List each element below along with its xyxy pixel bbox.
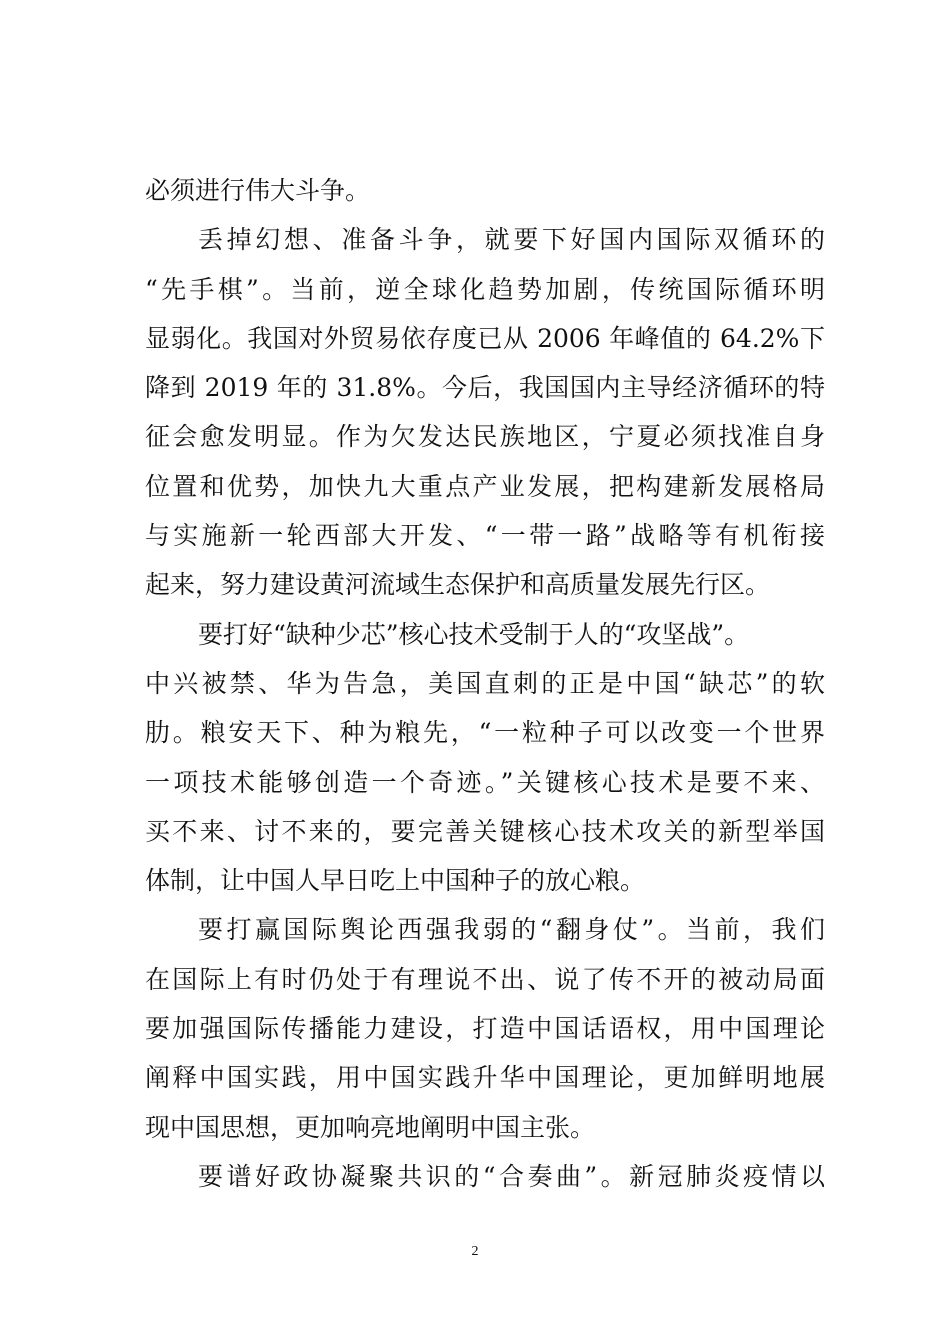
text-line: 起来，努力建设黄河流域生态保护和高质量发展先行区。	[145, 570, 771, 600]
text-line: 要打好“缺种少芯”核心技术受制于人的“攻坚战”。	[198, 619, 750, 649]
text-line: 现中国思想，更加响亮地阐明中国主张。	[145, 1112, 596, 1142]
text-line: 要打赢国际舆论西强我弱的“翻身仗”。当前，我们	[198, 915, 825, 945]
text-line: 征会愈发明显。作为欠发达民族地区，宁夏必须找准自身	[145, 422, 825, 452]
text-line: 要加强国际传播能力建设，打造中国话语权，用中国理论	[145, 1014, 825, 1044]
text-line: 在国际上有时仍处于有理说不出、说了传不开的被动局面	[145, 964, 825, 994]
text-line: 中兴被禁、华为告急，美国直刺的正是中国“缺芯”的软	[145, 668, 825, 698]
text-line: 降到 2019 年的 31.8%。今后，我国国内主导经济循环的特	[145, 373, 825, 403]
page-number: 2	[471, 1244, 479, 1259]
body-text	[145, 166, 825, 1201]
text-line: 阐释中国实践，用中国实践升华中国理论，更加鲜明地展	[145, 1063, 825, 1093]
text-line: 显弱化。我国对外贸易依存度已从 2006 年峰值的 64.2%下	[145, 323, 825, 353]
text-line: 丢掉幻想、准备斗争，就要下好国内国际双循环的	[198, 225, 825, 255]
text-line: 必须进行伟大斗争。	[145, 176, 371, 205]
text-line: 一项技术能够创造一个奇迹。”关键核心技术是要不来、	[145, 767, 825, 797]
text-line: “先手棋”。当前，逆全球化趋势加剧，传统国际循环明	[145, 274, 825, 304]
text-line: 肋。粮安天下、种为粮先，“一粒种子可以改变一个世界	[145, 718, 825, 748]
text-line: 体制，让中国人早日吃上中国种子的放心粮。	[145, 866, 646, 896]
text-line: 买不来、讨不来的，要完善关键核心技术攻关的新型举国	[145, 816, 825, 846]
text-line: 与实施新一轮西部大开发、“一带一路”战略等有机衔接	[145, 521, 825, 551]
text-line: 位置和优势，加快九大重点产业发展，把构建新发展格局	[145, 471, 825, 501]
text-line: 要谱好政协凝聚共识的“合奏曲”。新冠肺炎疫情以	[198, 1161, 825, 1191]
